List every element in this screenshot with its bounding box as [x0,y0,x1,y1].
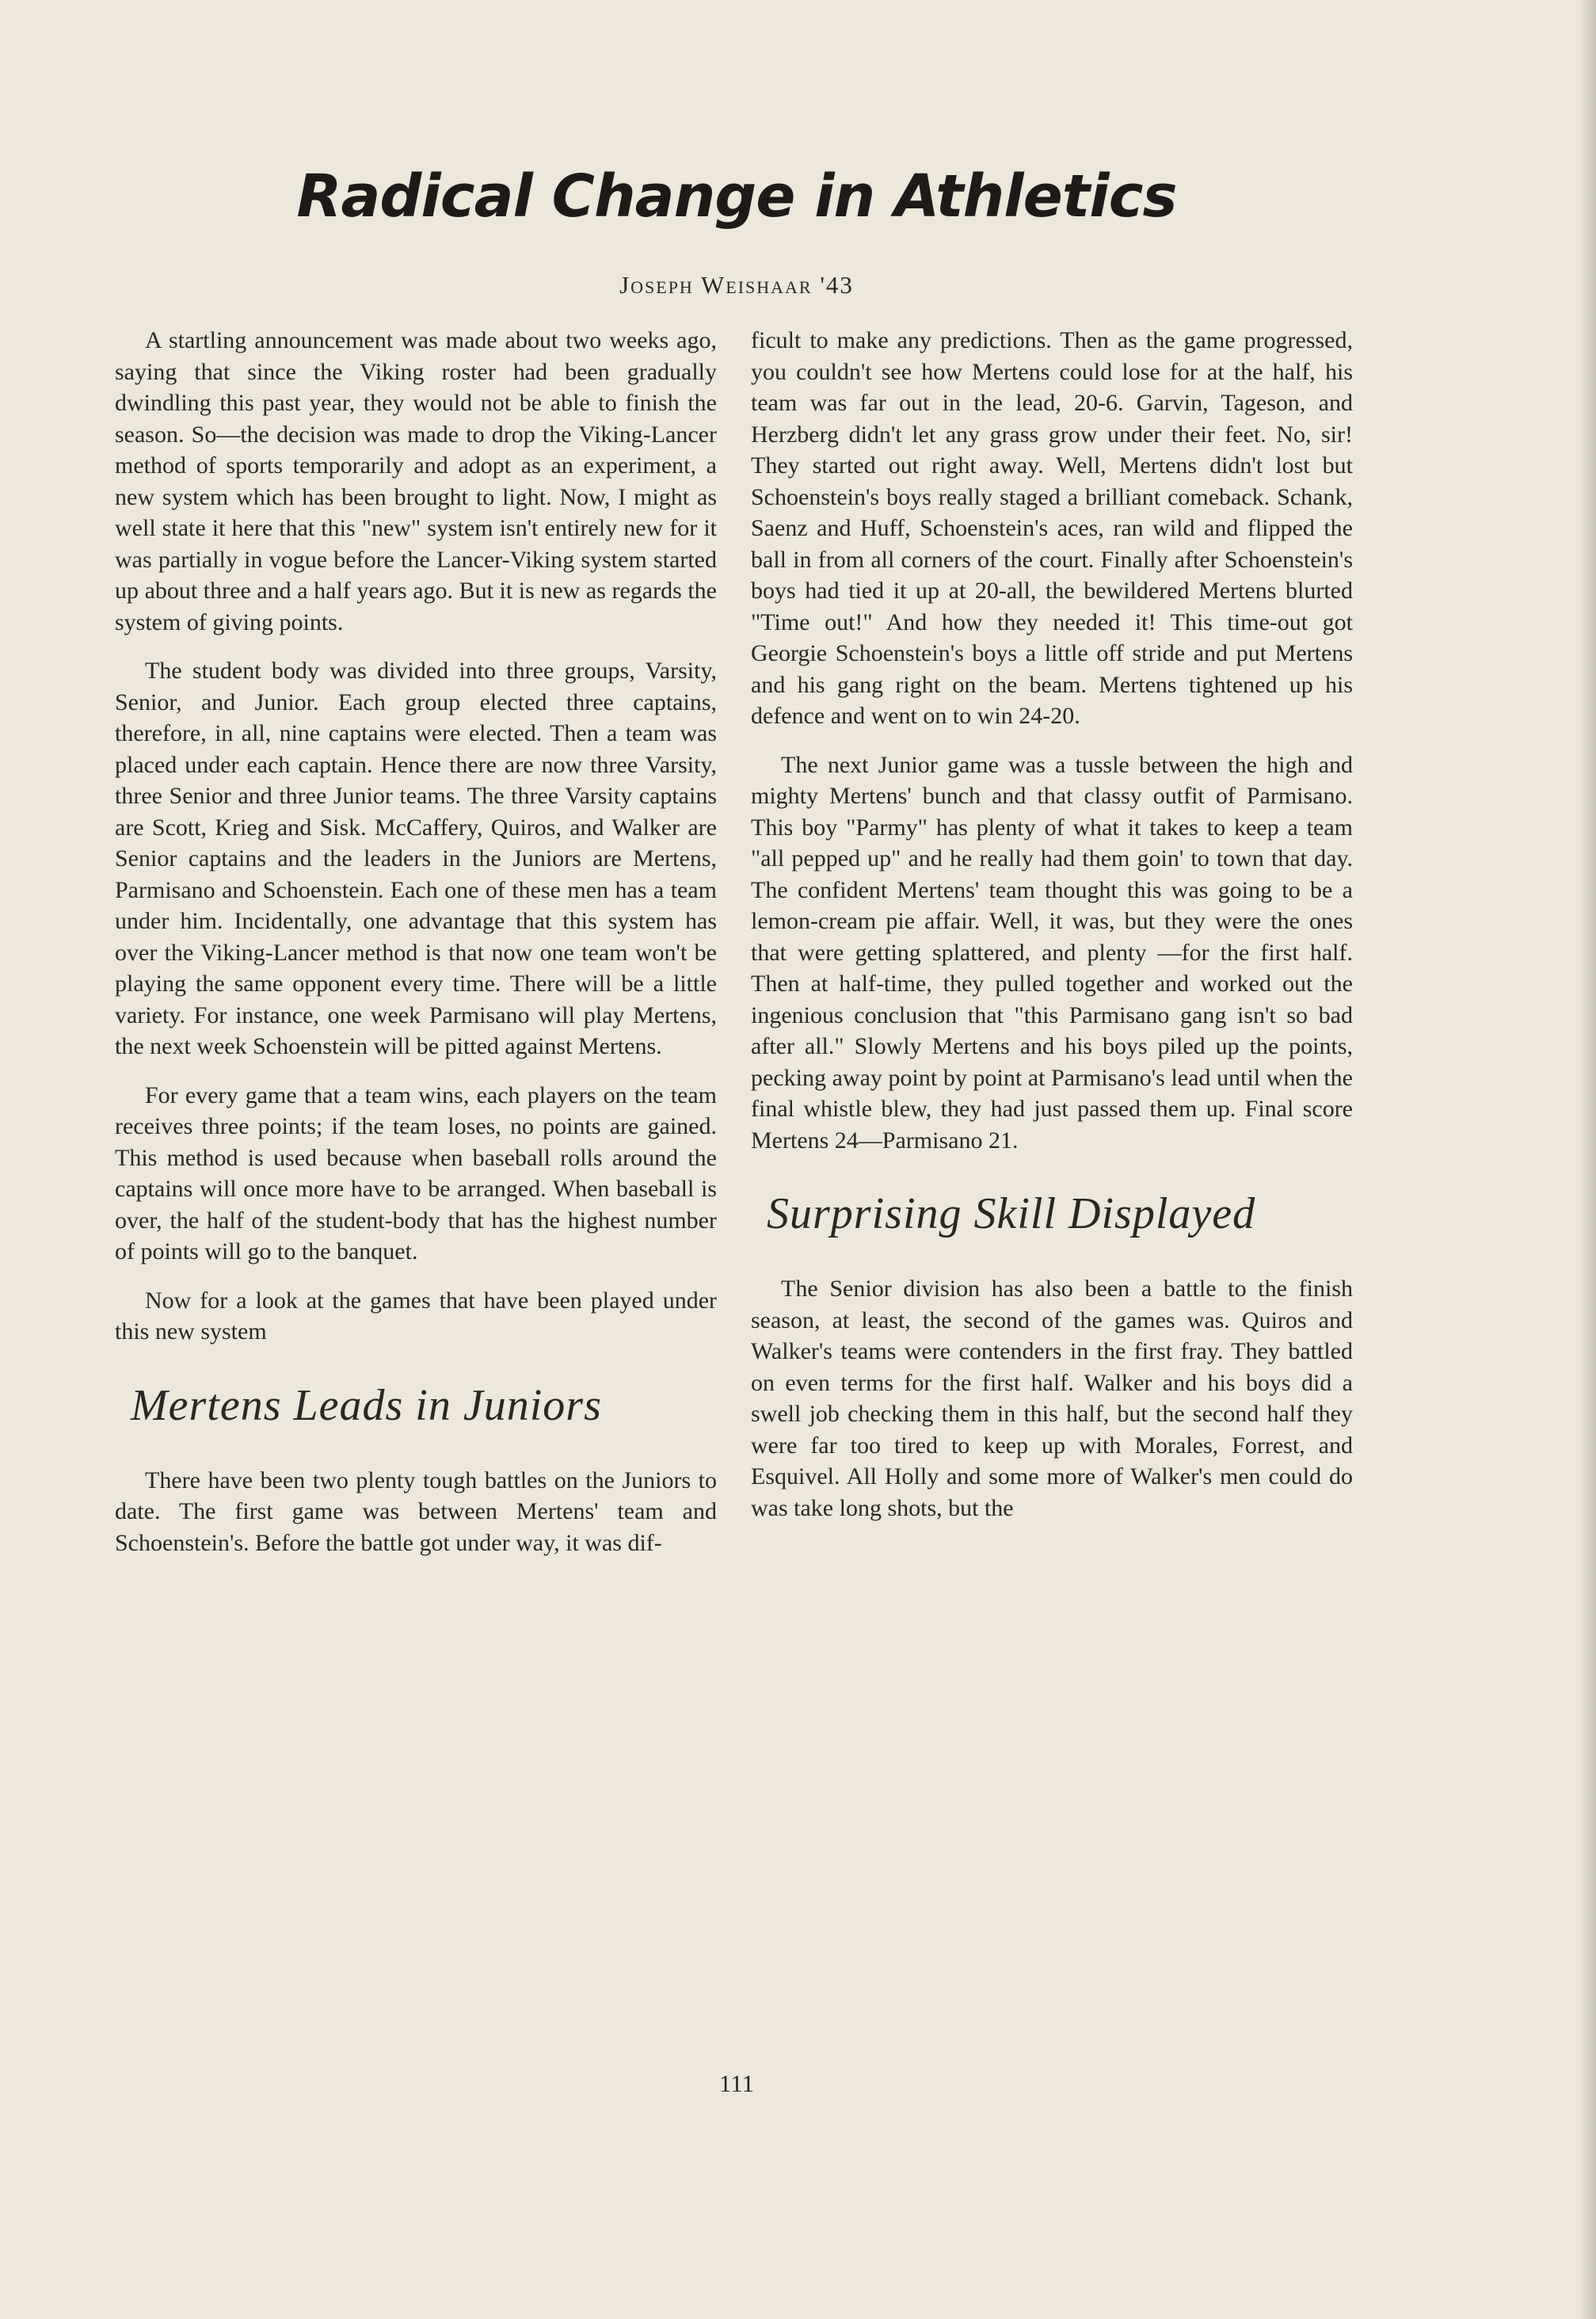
paragraph: A startling announcement was made about two weeks ago, saying that since the Viking roster had been gradually dwindling this past year, they would not be able to finish the season. So—the decision was made to drop the Viking-Lancer method of sports temporarily and adopt as an experiment, a new system which has been brought to light. Now, I might as well state it here that this "new" system isn't entirely new for it was partially in vogue before the Lancer-Viking system started up about three and a half years ago. But it is new as regards the system of giving points. [115,327,717,635]
paragraph: There have been two plenty tough battles on the Juniors to date. The first game was between Mertens' team and Schoenstein's. Before the battle got under way, it was dif- [115,1467,717,1556]
paragraph: The student body was divided into three groups, Varsity, Senior, and Junior. Each group elected three captains, therefore, in all, nine captains were elected. Then a team was placed under each captain. Hence there are now three Varsity, three Senior and three Junior teams. The three Varsity captains are Scott, Krieg and Sisk. McCaffery, Quiros, and Walker are Senior captains and the leaders in the Juniors are Mertens, Parmisano and Schoenstein. Each one of these men has a team under him. Incidentally, one advantage that this system has over the Viking-Lancer method is that now one team won't be playing the same opponent every time. There will be a little variety. For instance, one week Parmisano will play Mertens, the next week Schoenstein will be pitted against Mertens. [115,658,717,1059]
article-byline: Joseph Weishaar '43 [619,271,854,299]
paragraph: ficult to make any predictions. Then as the game progressed, you couldn't see how Mertens could lose for at the half, his team was far out in the lead, 20-6. Garvin, Tageson, and Herzberg didn't let any grass grow under their feet. No, sir! They started out right away. Well, Mertens didn't lost but Schoenstein's boys really staged a brilliant comeback. Schank, Saenz and Huff, Schoenstein's aces, ran wild and flipped the ball in from all corners of the court. Finally after Schoenstein's boys had tied it up at 20-all, the bewildered Mertens blurted "Time out!" And how they needed it! This time-out got Georgie Schoenstein's boys a little off stride and put Mertens and his gang right on the beam. Mertens tightened up his defence and went on to win 24-20. [751,327,1353,729]
page-number: 111 [718,2069,755,2097]
paragraph: For every game that a team wins, each players on the team receives three points; if the team loses, no points are gained. This method is used because when baseball rolls around the captains will once more have to be arranged. When baseball is over, the half of the student-body that has the highest number of points will go to the banquet. [115,1081,717,1264]
section-heading-juniors: Mertens Leads in Juniors [131,1380,602,1430]
section-heading-seniors: Surprising Skill Displayed [767,1189,1256,1238]
page-edge-shadow [1579,0,1596,2319]
paragraph: The next Junior game was a tussle between the high and mighty Mertens' bunch and that classy outfit of Parmisano. This boy "Parmy" has plenty of what it takes to keep a team "all pepped up" and he really had them goin' to town that day. The confident Mertens' team thought this was going to be a lemon-cream pie affair. Well, it was, but they were the ones that were getting splattered, and plenty —for the first half. Then at half-time, they pulled together and worked out the ingenious conclusion that "this Parmisano gang isn't so bad after all." Slowly Mertens and his boys piled up the points, pecking away point by point at Parmisano's lead until when the final whistle blew, they had just passed them up. Final score Mertens 24—Parmisano 21. [751,751,1353,1154]
paragraph: Now for a look at the games that have been played under this new system [115,1287,717,1344]
article-title: Radical Change in Athletics [296,162,1177,231]
right-column [751,325,1353,1541]
left-column [115,325,717,1576]
paragraph: The Senior division has also been a battle to the finish season, at least, the second of the games was. Quiros and Walker's teams were contenders in the first fray. They battled on even terms for the first half. Walker and his boys did a swell job checking them in this half, but the second half they were far too tired to keep up with Morales, Forrest, and Esquivel. All Holly and some more of Walker's men could do was take long shots, but the [751,1276,1353,1521]
